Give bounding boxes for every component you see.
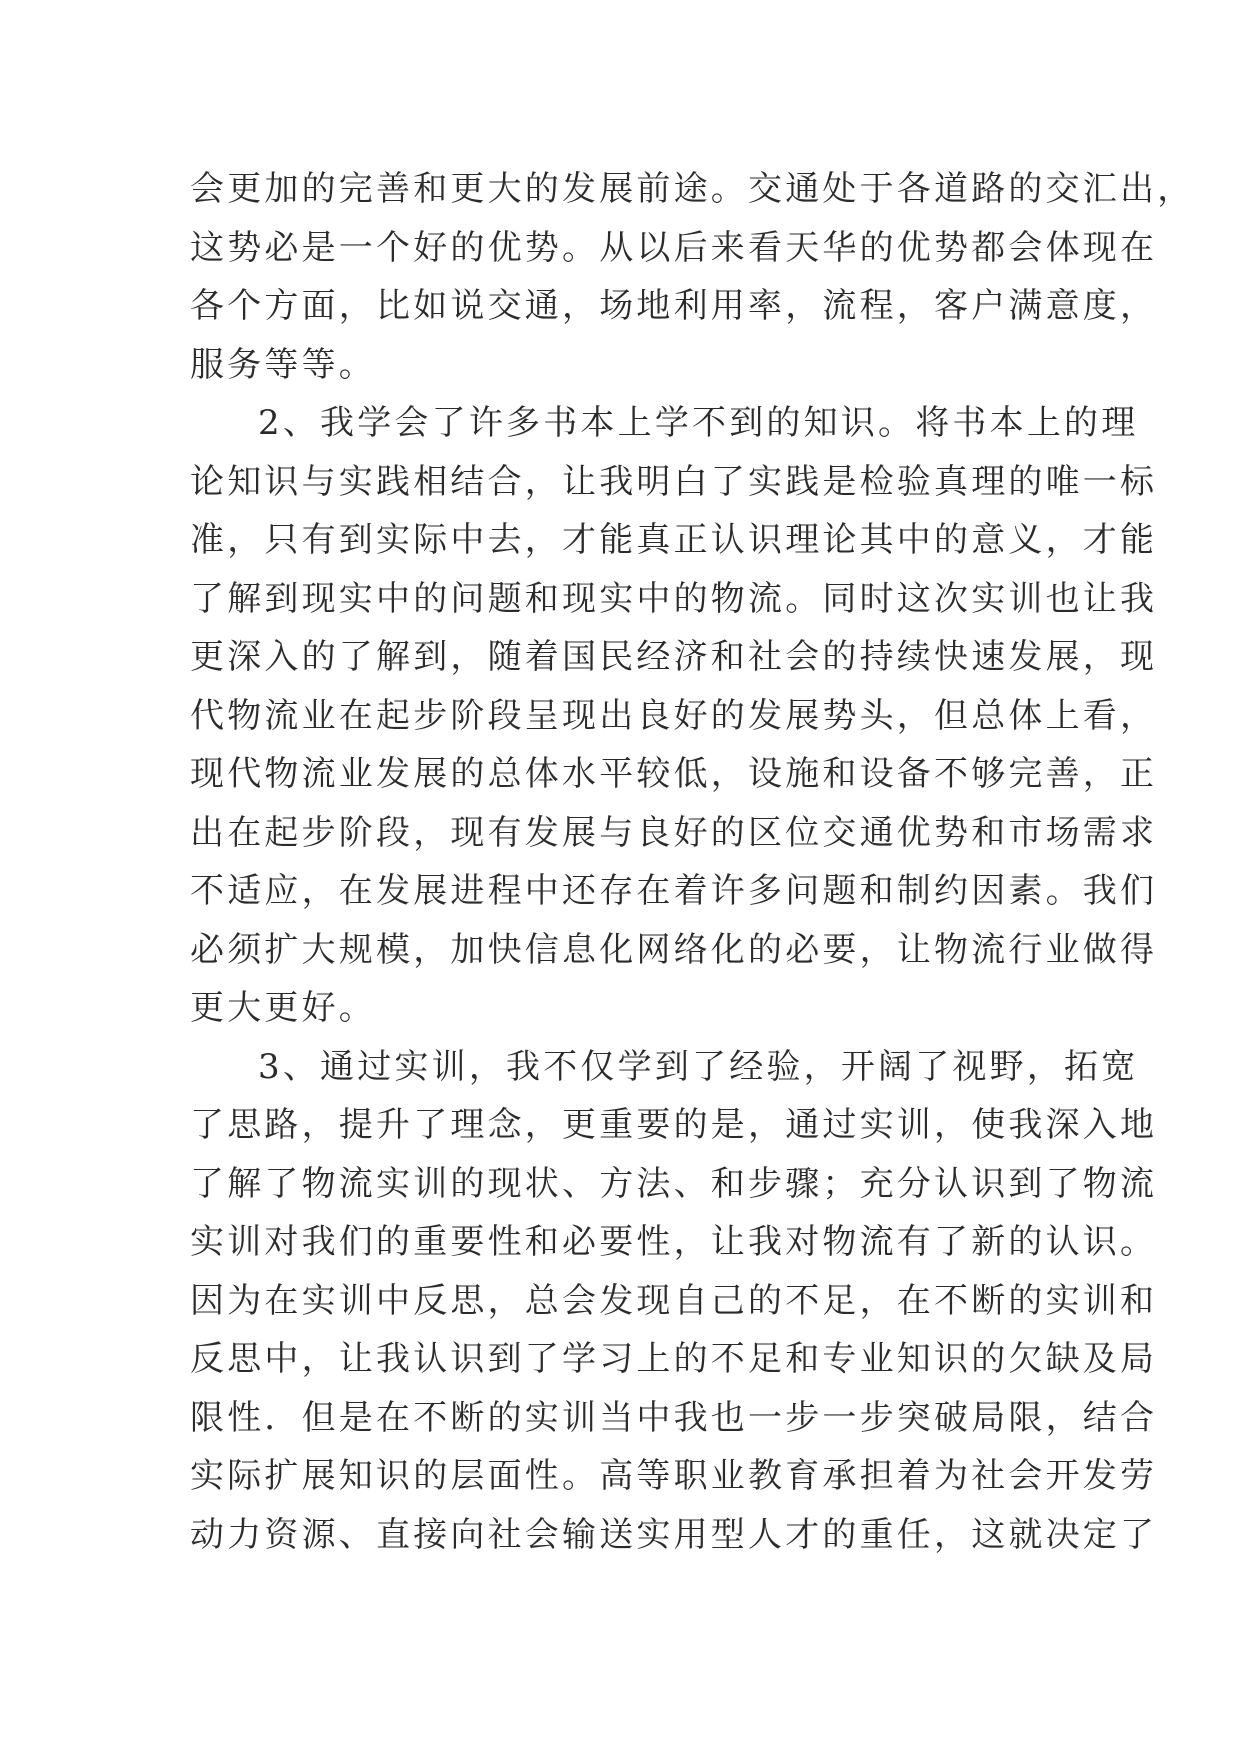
text-line: 代物流业在起步阶段呈现出良好的发展势头，但总体上看， [190, 695, 1158, 736]
text-line: 准，只有到实际中去，才能真正认识理论其中的意义，才能 [190, 520, 1158, 560]
text-line: 论知识与实践相结合，让我明白了实践是检验真理的唯一标 [190, 461, 1158, 502]
text-line: 出在起步阶段，现有发展与良好的区位交通优势和市场需求 [190, 812, 1158, 853]
text-line: 限性．但是在不断的实训当中我也一步一步突破局限，结合 [190, 1397, 1158, 1438]
text-line: 服务等等。 [190, 344, 376, 385]
text-line: 这势必是一个好的优势。从以后来看天华的优势都会体现在 [190, 227, 1158, 268]
text-line: 动力资源、直接向社会输送实用型人才的重任，这就决定了 [190, 1514, 1158, 1555]
text-line: 了解了物流实训的现状、方法、和步骤；充分认识到了物流 [190, 1163, 1158, 1204]
text-line: 了解到现实中的问题和现实中的物流。同时这次实训也让我 [190, 578, 1158, 619]
text-line: 更大更好。 [190, 988, 376, 1028]
text-line: 不适应，在发展进程中还存在着许多问题和制约因素。我们 [190, 871, 1158, 911]
text-line: 了思路，提升了理念，更重要的是，通过实训，使我深入地 [190, 1105, 1158, 1145]
paragraph-start-line: 3、通过实训，我不仅学到了经验，开阔了视野，拓宽 [258, 1046, 1139, 1087]
text-line: 现代物流业发展的总体水平较低，设施和设备不够完善，正 [190, 754, 1158, 794]
text-line: 会更加的完善和更大的发展前途。交通处于各道路的交汇出， [190, 169, 1195, 209]
paragraph-start-line: 2、我学会了许多书本上学不到的知识。将书本上的理 [258, 403, 1139, 443]
body-text [190, 160, 1195, 1564]
text-line: 因为在实训中反思，总会发现自己的不足，在不断的实训和 [190, 1280, 1158, 1321]
text-line: 各个方面，比如说交通，场地利用率，流程，客户满意度， [190, 286, 1158, 326]
text-line: 必须扩大规模，加快信息化网络化的必要，让物流行业做得 [190, 929, 1158, 970]
text-line: 更深入的了解到，随着国民经济和社会的持续快速发展，现 [190, 637, 1158, 677]
text-line: 反思中，让我认识到了学习上的不足和专业知识的欠缺及局 [190, 1339, 1158, 1379]
text-line: 实际扩展知识的层面性。高等职业教育承担着为社会开发劳 [190, 1456, 1158, 1496]
text-line: 实训对我们的重要性和必要性，让我对物流有了新的认识。 [190, 1222, 1158, 1262]
